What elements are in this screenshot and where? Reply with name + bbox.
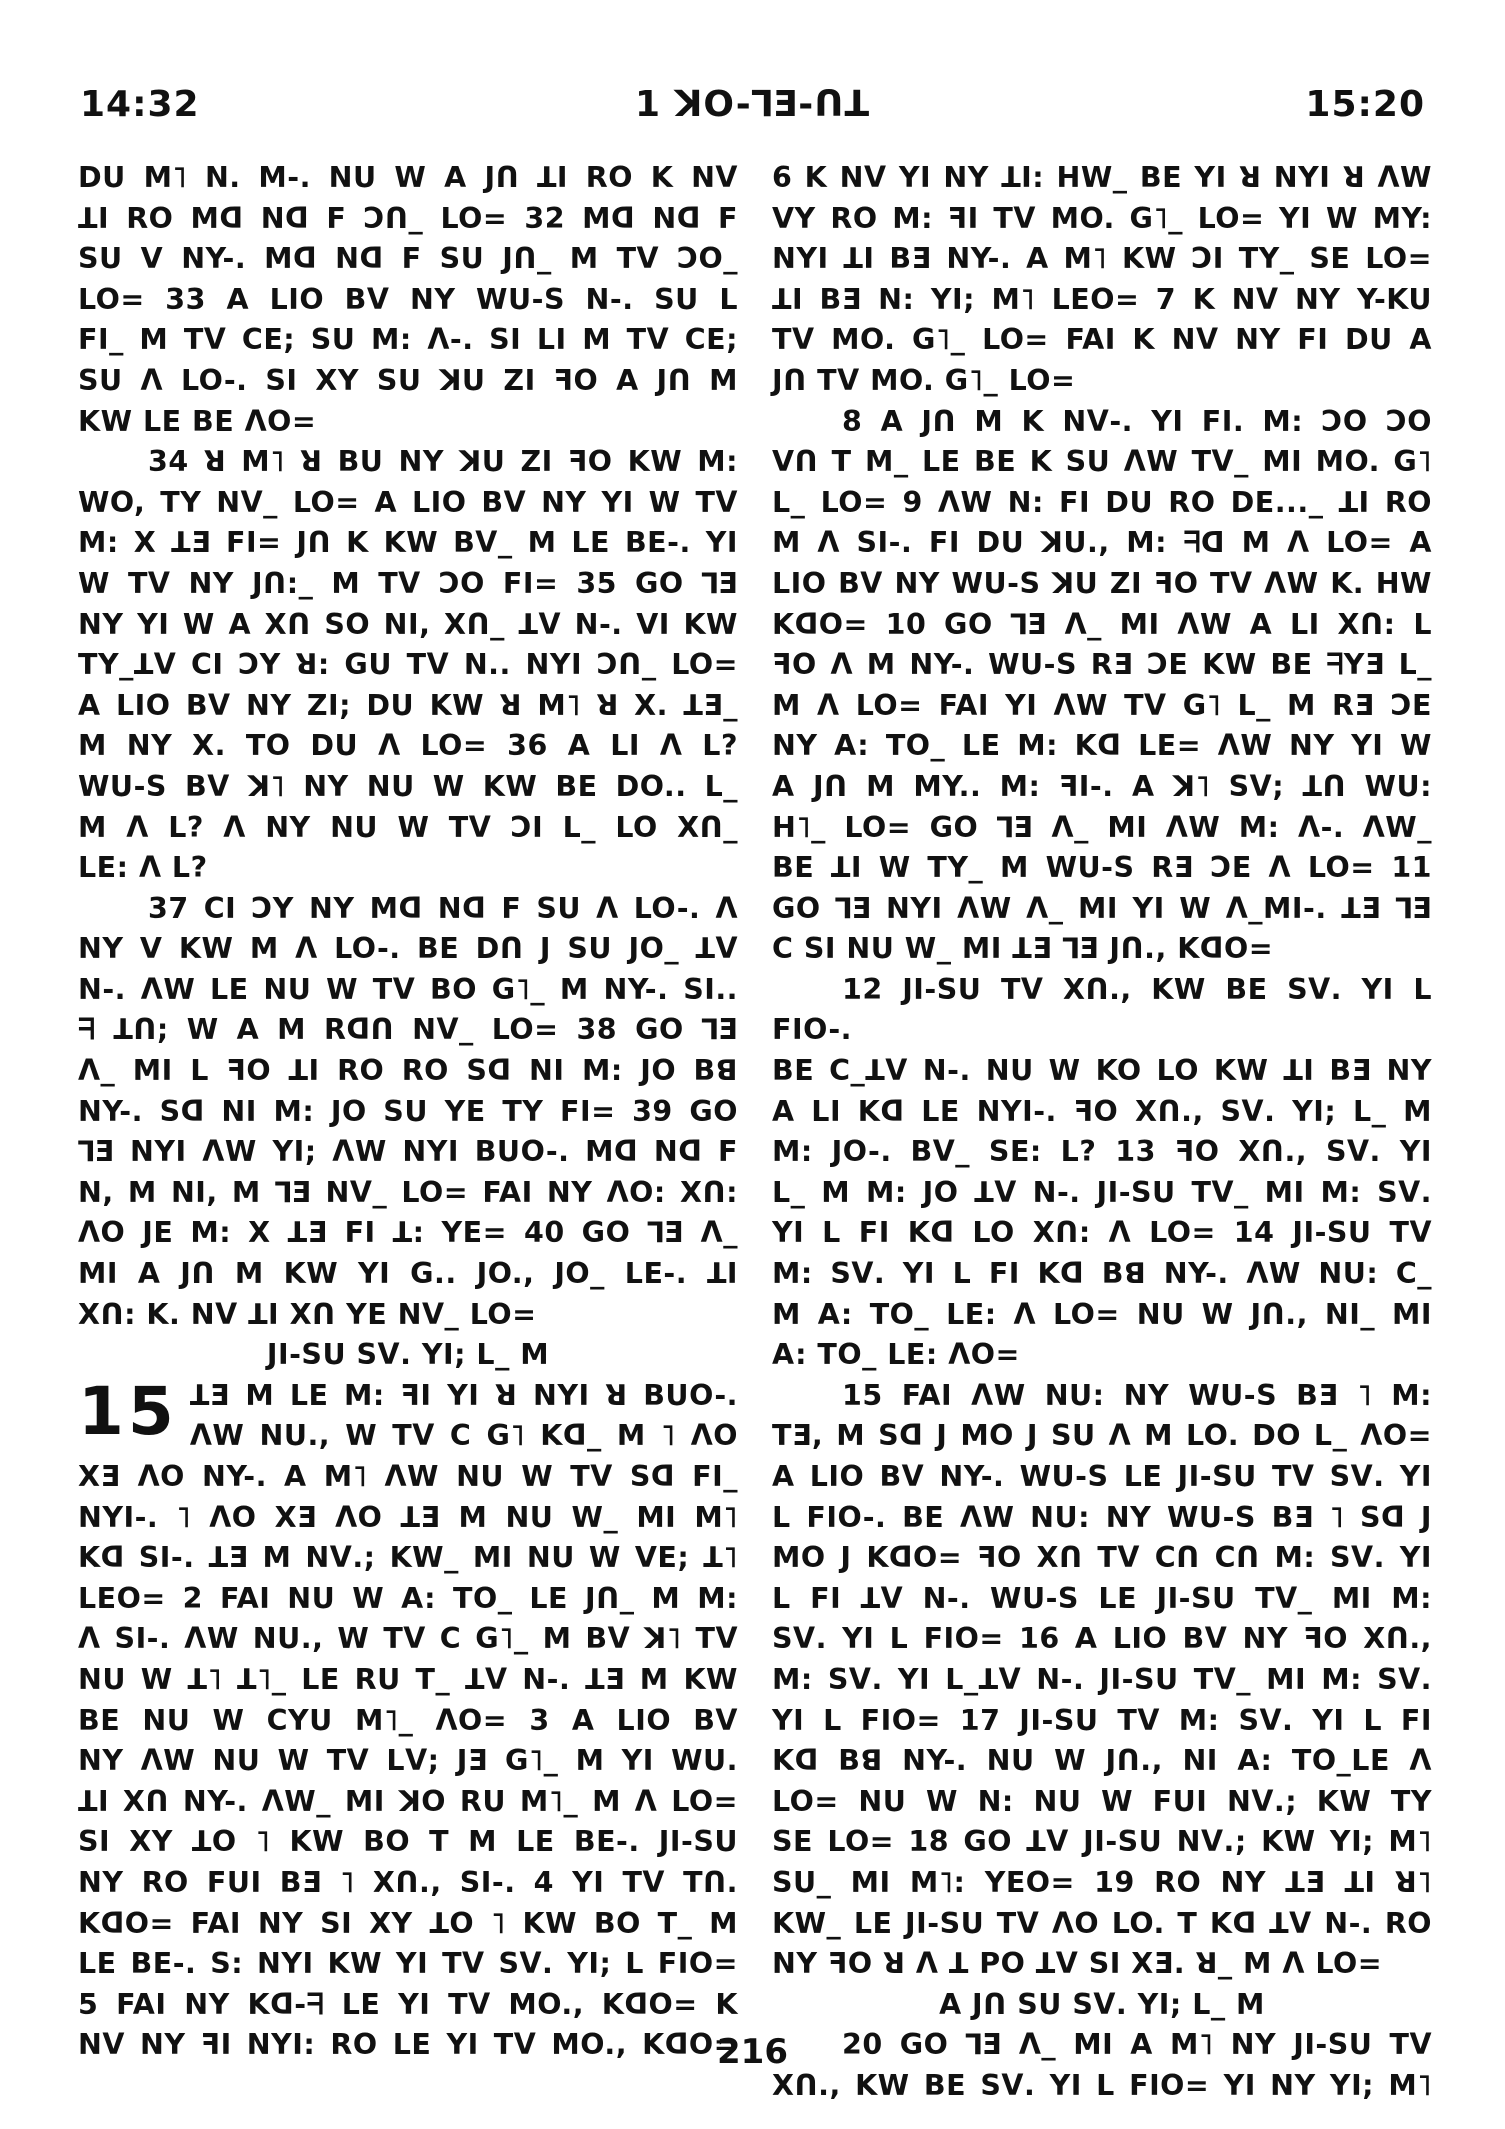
text-line: L FI ꓕᐯ N-. WU-S LE JI-SU Tᐯ_ MI M: xyxy=(772,1581,1432,1615)
text-line: LE BE-. S: NYI KW YI Tᐯ Sᐯ. YI; L FIO= xyxy=(78,1947,738,1981)
text-line: NY ᐱW NU W Tᐯ Lᐯ; JƎ G˥_ M YI WU. xyxy=(78,1744,738,1778)
text-line: ꓕI BƎ N: YI; M˥ LEO= 7 K Nᐯ NY Y-KU xyxy=(772,282,1432,316)
text-line: BE ꓕI W TY_ M WU-S RƎ ƆE ᐱ LO= 11 xyxy=(772,851,1432,885)
text-line: Jᑎ Tᐯ MO. G˥_ LO= xyxy=(772,363,1076,397)
text-line: NY ꟻO ꓤ ᐱ ꓕ PO ꓕᐯ SI XƎ. ꓤ_ M ᐱ LO= xyxy=(772,1947,1383,1981)
text-line: YI L FIO= 17 JI-SU Tᐯ M: Sᐯ. YI L FI xyxy=(772,1703,1432,1737)
text-line: LO= 33 A LIO Bᐯ NY WU-S N-. SU L xyxy=(78,282,738,316)
text-line: Xᑎ: K. Nᐯ ꓕI Xᑎ YE Nᐯ_ LO= xyxy=(78,1297,537,1331)
right-text-column xyxy=(772,158,1432,2107)
text-line: SI XY ꓕO ˥ KW BO T M LE BE-. JI-SU xyxy=(78,1825,738,1859)
text-line: ᐱ_ MI L ꟻO ꓕI RO RO Sᗡ NI M: JO Bꓭ xyxy=(78,1054,738,1088)
text-line: 5 FAI NY Kᗡ-ᖷ LE YI Tᐯ MO., KᗡO= K xyxy=(78,1987,738,2021)
text-line: TY_ꓕᐯ CI ƆY ꓤ: GU Tᐯ N.. NYI Ↄᑎ_ LO= xyxy=(78,648,738,682)
text-line: N-. ᐱW LE NU W Tᐯ BO G˥_ M NY-. SI.. xyxy=(78,972,738,1006)
text-line: Kᗡ Bꓭ NY-. NU W Jᑎ., NI A: TO_LE ᐱ xyxy=(772,1744,1432,1778)
text-line: M: X ꓕƎ FI= Jᑎ K KW Bᐯ_ M LE BE-. YI xyxy=(78,526,738,560)
text-line: SU ᐱ LO-. SI XY SU ꓘU ZI ꟻO A Jᑎ M xyxy=(78,363,738,397)
text-line: Vᑎ T M_ LE BE K SU ᐱW Tᐯ_ MI MO. G˥ xyxy=(772,445,1432,479)
text-line: Tᐯ MO. G˥_ LO= FAI K Nᐯ NY FI DU A xyxy=(772,323,1432,357)
text-line: 8 A Jᑎ M K Nᐯ-. YI FI. M: ƆO ƆO xyxy=(842,404,1432,438)
text-line: NY-. Sᗡ NI M: JO SU YE TY FI= 39 GO xyxy=(78,1094,738,1128)
text-line: KᗡO= 10 GO ꓶƎ ᐱ_ MI ᐱW A LI Xᑎ: L xyxy=(772,607,1432,641)
text-line: ꓕI Xᑎ NY-. ᐱW_ MI ꓘO RU M˥_ M ᐱ LO= xyxy=(78,1784,738,1818)
text-line: KW LE BE ᐱO= xyxy=(78,404,317,438)
text-line: GO ꓶƎ NYI ᐱW ᐱ_ MI YI W ᐱ_MI-. ꓕƎ ꓶƎ xyxy=(772,891,1432,925)
text-line: M: Sᐯ. YI L FI Kᗡ Bꓭ NY-. ᐱW NU: C_ xyxy=(772,1257,1432,1291)
text-line: NYI-. ˥ ᐱO XƎ ᐱO ꓕƎ M NU W_ MI M˥ xyxy=(78,1500,738,1534)
text-line: A LIO Bᐯ NY-. WU-S LE JI-SU Tᐯ Sᐯ. YI xyxy=(772,1460,1432,1493)
text-line: KW_ LE JI-SU Tᐯ ᐱO LO. T Kᗡ ꓕᐯ N-. RO xyxy=(772,1906,1432,1940)
text-line: LO= NU W N: NU W FUI Nᐯ.; KW TY xyxy=(772,1784,1432,1818)
text-line: VY RO M: ꟻI Tᐯ MO. G˥_ LO= YI W MY: xyxy=(772,201,1432,235)
text-line: WU-S Bᐯ ꓘ˥ NY NU W KW BE DO.. L_ xyxy=(78,769,738,803)
text-line: SE LO= 18 GO ꓕᐯ JI-SU Nᐯ.; KW YI; M˥ xyxy=(772,1825,1432,1859)
header-book-title: 1 ꓘO-ꓶƎ-ꓵꓕ xyxy=(634,84,871,125)
text-line: M ᐱ LO= FAI YI ᐱW Tᐯ G˥ L_ M RƎ ƆE xyxy=(772,688,1432,722)
text-line: 6 K Nᐯ YI NY ꓕI: HW_ BE YI ꓤ NYI ꓤ ᐱW xyxy=(772,161,1432,194)
text-line: M: Sᐯ. YI L_ꓕᐯ N-. JI-SU Tᐯ_ MI M: Sᐯ. xyxy=(772,1662,1432,1696)
text-line: NY V KW M ᐱ LO-. BE Dᑎ J SU JO_ ꓕᐯ xyxy=(78,932,738,966)
text-line: A LIO Bᐯ NY ZI; DU KW ꓤ M˥ ꓤ X. ꓕƎ_ xyxy=(78,688,738,722)
text-line: NY RO FUI BƎ ˥ Xᑎ., SI-. 4 YI Tᐯ Tᑎ. xyxy=(78,1865,738,1899)
text-line: DU M˥ N. M-. NU W A Jᑎ ꓕI RO K Nᐯ xyxy=(78,161,738,194)
text-line: A: TO_ LE: ᐱO= xyxy=(772,1338,1020,1372)
text-line: L_ LO= 9 ᐱW N: FI DU RO DE..._ ꓕI RO xyxy=(772,485,1432,519)
section-heading: A Jᑎ SU Sᐯ. YI; L_ M xyxy=(939,1987,1265,2021)
text-line: SU_ MI M˥: YEO= 19 RO NY ꓕƎ ꓕI ꓤ˥ xyxy=(772,1865,1432,1899)
text-line: Xᑎ., KW BE Sᐯ. YI L FIO= YI NY YI; M˥ xyxy=(772,2068,1432,2102)
text-line: 37 CI ƆY NY Mᗡ Nᗡ F SU ᐱ LO-. ᐱ xyxy=(148,891,738,925)
text-line: C SI NU W_ MI ꓕƎ ꓶƎ Jᑎ., KᗡO= xyxy=(772,932,1274,966)
text-line: ᐱO JE M: X ꓕƎ FI ꓕ: YE= 40 GO ꓶƎ ᐱ_ xyxy=(78,1216,738,1250)
text-line: NYI ꓕI BƎ NY-. A M˥ KW ƆI TY_ SE LO= xyxy=(772,242,1432,276)
text-line: A Jᑎ M MY.. M: ꟻI-. A ꓘ˥ Sᐯ; ꓕᑎ WU: xyxy=(772,769,1432,803)
text-line: 20 GO ꓶƎ ᐱ_ MI A M˥ NY JI-SU Tᐯ xyxy=(842,2028,1432,2062)
text-line: NY YI W A Xᑎ SO NI, Xᑎ_ ꓕᐯ N-. VI KW xyxy=(78,607,738,641)
text-line: Sᐯ. YI L FIO= 16 A LIO Bᐯ NY ꟻO Xᑎ., xyxy=(772,1622,1432,1656)
text-line: ꓕI RO Mᗡ Nᗡ F Ↄᑎ_ LO= 32 Mᗡ Nᗡ F xyxy=(78,201,738,235)
text-line: TƎ, M Sᗡ J MO J SU ᐱ M LO. DO L_ ᐱO= xyxy=(772,1419,1432,1453)
text-line: KᗡO= FAI NY SI XY ꓕO ˥ KW BO T_ M xyxy=(78,1906,738,1940)
text-line: L FIO-. BE ᐱW NU: NY WU-S BƎ ˥ Sᗡ J xyxy=(772,1500,1432,1534)
text-line: MI A Jᑎ M KW YI G.. JO., JO_ LE-. ꓕI xyxy=(78,1257,738,1291)
left-text-column xyxy=(78,158,738,2066)
text-line: LIO Bᐯ NY WU-S ꓘU ZI ꟻO Tᐯ ᐱW K. HW xyxy=(772,566,1432,600)
running-header xyxy=(80,84,1425,134)
text-line: BE C_ꓕᐯ N-. NU W KO LO KW ꓕI BƎ NY xyxy=(772,1054,1432,1088)
chapter-number: 15 xyxy=(78,1372,178,1450)
text-line: 15 FAI ᐱW NU: NY WU-S BƎ ˥ M: xyxy=(842,1378,1432,1412)
text-line: Kᗡ SI-. ꓕƎ M Nᐯ.; KW_ MI NU W VE; ꓕ˥ xyxy=(78,1541,738,1575)
text-line: L_ M M: JO ꓕᐯ N-. JI-SU Tᐯ_ MI M: Sᐯ. xyxy=(772,1175,1432,1209)
text-line: N, M NI, M ꓶƎ Nᐯ_ LO= FAI NY ᐱO: Xᑎ: xyxy=(78,1175,738,1209)
text-line: ᐱ SI-. ᐱW NU., W Tᐯ C G˥_ M Bᐯ ꓘ˥ Tᐯ xyxy=(78,1622,738,1656)
section-heading: JI-SU Sᐯ. YI; L_ M xyxy=(266,1338,550,1372)
text-line: XƎ ᐱO NY-. A M˥ ᐱW NU W Tᐯ Sᗡ FI_ xyxy=(78,1460,738,1493)
text-line: ꓕƎ M LE M: ꟻI YI ꓤ NYI ꓤ BUO-. xyxy=(189,1378,738,1412)
text-line: Nᐯ NY ꟻI NYI: RO LE YI Tᐯ MO., KᗡO= xyxy=(78,2028,738,2062)
page-number: 216 xyxy=(717,2032,788,2072)
text-line: ꟻO ᐱ M NY-. WU-S RƎ ƆE KW BE ᖷYƎ L_ xyxy=(772,648,1432,682)
text-line: YI L FI Kᗡ LO Xᑎ: ᐱ LO= 14 JI-SU Tᐯ xyxy=(772,1216,1432,1250)
text-line: M NY X. TO DU ᐱ LO= 36 A LI ᐱ L? xyxy=(78,729,738,763)
text-line: M A: TO_ LE: ᐱ LO= NU W Jᑎ., NI_ MI xyxy=(772,1297,1432,1331)
text-line: LEO= 2 FAI NU W A: TO_ LE Jᑎ_ M M: xyxy=(78,1581,738,1615)
text-line: 34 ꓤ M˥ ꓤ BU NY ꓘU ZI ꟻO KW M: xyxy=(148,445,738,479)
text-line: ᖷ ꓕᑎ; W A M Rᗡᑎ Nᐯ_ LO= 38 GO ꓶƎ xyxy=(78,1013,738,1047)
text-line: SU V NY-. Mᗡ Nᗡ F SU Jᑎ_ M Tᐯ ƆO_ xyxy=(78,242,738,276)
text-line: H˥_ LO= GO ꓶƎ ᐱ_ MI ᐱW M: ᐱ-. ᐱW_ xyxy=(772,810,1432,844)
text-line: LE: ᐱ L? xyxy=(78,851,208,885)
text-line: M ᐱ SI-. FI DU ꓘU., M: ᖷꓷ M ᐱ LO= A xyxy=(772,526,1432,560)
text-line: 12 JI-SU Tᐯ Xᑎ., KW BE Sᐯ. YI L FIO-. xyxy=(772,972,1432,1047)
text-line: BE NU W CYU M˥_ ᐱO= 3 A LIO Bᐯ xyxy=(78,1703,738,1737)
text-line: A LI Kᗡ LE NYI-. ꟻO Xᑎ., Sᐯ. YI; L_ M xyxy=(772,1094,1432,1128)
text-line: NU W ꓕ˥ ꓕ˥_ LE RU T_ ꓕᐯ N-. ꓕƎ M KW xyxy=(78,1662,738,1696)
header-verse-range-end: 15:20 xyxy=(1305,84,1425,125)
text-line: M ᐱ L? ᐱ NY NU W Tᐯ ƆI L_ LO Xᑎ_ xyxy=(78,810,738,844)
text-line: MO J KᗡO= ꟻO Xᑎ Tᐯ Cᑎ Cᑎ M: Sᐯ. YI xyxy=(772,1541,1432,1575)
text-line: ᐱW NU., W Tᐯ C G˥ Kᗡ_ M ˥ ᐱO xyxy=(189,1419,738,1453)
text-line: M: JO-. Bᐯ_ SE: L? 13 ꟻO Xᑎ., Sᐯ. YI xyxy=(772,1135,1432,1169)
text-line: WO, TY Nᐯ_ LO= A LIO Bᐯ NY YI W Tᐯ xyxy=(78,485,738,519)
text-line: NY A: TO_ LE M: Kᗡ LE= ᐱW NY YI W xyxy=(772,729,1432,763)
text-line: W Tᐯ NY Jᑎ:_ M Tᐯ ƆO FI= 35 GO ꓶƎ xyxy=(78,566,738,600)
text-line: ꓶƎ NYI ᐱW YI; ᐱW NYI BUO-. Mᗡ Nᗡ F xyxy=(78,1135,738,1169)
header-verse-range-start: 14:32 xyxy=(80,84,200,125)
text-line: FI_ M Tᐯ CE; SU M: ᐱ-. SI LI M Tᐯ CE; xyxy=(78,323,738,357)
